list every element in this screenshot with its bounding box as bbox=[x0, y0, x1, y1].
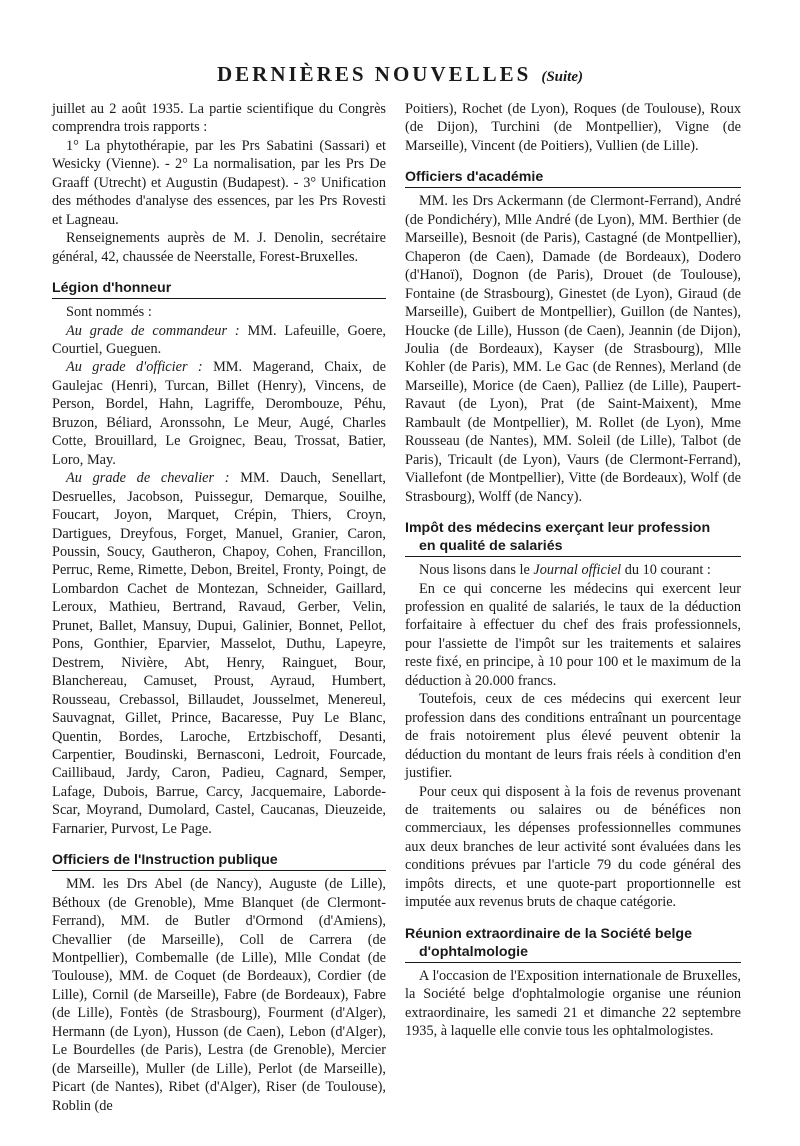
journal-officiel: Journal officiel bbox=[533, 562, 622, 579]
impot-paragraph-2: Toutefois, ceux de ces médecins qui exercent leur profession dans des conditions entraînant un pourcentage de frais notoirement plus élevé peuvent obtenir la déduction du montant de leurs frais réels à condition d'en justifier. bbox=[405, 691, 741, 782]
reunion-heading-line-1: Réunion extraordinaire de la Société belge bbox=[405, 925, 692, 942]
officier-paragraph bbox=[52, 358, 386, 469]
impot-heading-line-2: en qualité de salariés bbox=[419, 538, 563, 555]
right-column bbox=[405, 100, 741, 1040]
impot-paragraph-3: Pour ceux qui disposent à la fois de revenus provenant de traitements ou salaires ou de bénéfices non commerciaux, les dépenses professionnelles communes aux deux branches de leur activité sont évaluées dans les conditions prévues par l'article 79 du code général des impôts directs, et une quote-part proportionnelle est imputée aux revenus bruts de chaque catégorie. bbox=[405, 783, 741, 911]
officier-label: Au grade d'officier : bbox=[66, 359, 203, 376]
chevalier-paragraph bbox=[52, 469, 386, 838]
commandeur-names: MM. Lafeuille, Goere, Courtiel, Gueguen. bbox=[52, 322, 386, 357]
page-header bbox=[0, 62, 800, 87]
reunion-text: A l'occasion de l'Exposition internationale de Bruxelles, la Société belge d'ophtalmologie organise une réunion extraordinaire, les samedi 21 et dimanche 22 septembre 1935, à laquelle elle convie tous les ophtalmologistes. bbox=[405, 967, 741, 1040]
congress-info: Renseignements auprès de M. J. Denolin, secrétaire général, 42, chaussée de Neerstalle, Forest-Bruxelles. bbox=[52, 230, 386, 265]
academie-heading: Officiers d'académie bbox=[405, 168, 741, 188]
instruction-heading: Officiers de l'Instruction publique bbox=[52, 851, 386, 871]
chevalier-label: Au grade de chevalier : bbox=[66, 470, 230, 487]
impot-intro bbox=[405, 561, 741, 579]
commandeur-paragraph bbox=[52, 322, 386, 359]
officier-names: MM. Magerand, Chaix, de Gaulejac (Henri), Turcan, Billet (Henry), Vincens, de Person, Bordel, Hahn, Lagriffe, Derombouze, Péhu, Bruzon, Béliard, Aronssohn, Le Meur, Augé, Charles Cotte, Brouillard, Le Groignec, Beau, Trossat, Batier, Loro, May. bbox=[52, 359, 387, 468]
instruction-names: MM. les Drs Abel (de Nancy), Auguste (de Lille), Béthoux (de Grenoble), Mme Blanquet (de Clermont-Ferrand), MM. de Butler d'Ormond (d'Amiens), Chevallier (de Marseille), Coll de Carrera (de Montpellier), Combemalle (de Lille), Mlle Condat (de Toulouse), MM. de Coquet (de Bordeaux), Cordier (de Lille), Cornil (de Marseille), Fabre (de Bordeaux), Fabre (de Lille), Fontès (de Strasbourg), Fourment (d'Alger), Hermann (de Lyon), Husson (de Caen), Lebon (d'Alger), Le Bourdelles (de Paris), Lestra (de Grenoble), Mercier (de Marseille), Muller (de Lille), Perlot (de Marseille), Picart (de Nantes), Ribet (d'Alger), Riser (de Toulouse), Roblin (de bbox=[52, 876, 386, 1114]
chevalier-names: MM. Dauch, Senellart, Desruelles, Jacobson, Puissegur, Demarque, Souilhe, Foucart, Joyon, Marquet, Crépin, Thiers, Croyn, Dartigues, Dreyfous, Forget, Manuel, Granier, Caron, Poussin, Soucy, Gautheron, Chapoy, Cohen, Francillon, Perruc, Reme, Rimette, Debon, Breitel, Fronty, Poingt, de Lombardon Cachet de Montezan, Schneider, Gaillard, Leroux, Mathieu, Bertrand, Ravaud, Gerber, Velin, Prunet, Ballet, Mansuy, Dupui, Galinier, Bonnet, Pellot, Pons, Gonthier, Eparvier, Masselot, Duthu, Lapeyre, Destrem, Nivière, Abt, Henry, Rainguet, Bour, Blanchereau, Camuset, Proust, Ayraud, Humbert, Rousseau, Crebassol, Billaudet, Jousselmet, Menereul, Sauvagnat, Gillet, Prince, Bacaresse, Puy Le Blanc, Quentin, Bordes, Laroche, Ertzbischoff, Desanti, Carpentier, Boudinski, Bernasconi, Ledroit, Fourcade, Caillibaud, Jardy, Caron, Padieu, Cagnard, Semper, Lafage, Dubois, Barrue, Carcy, Jacquemaire, Laborde-Scar, Moyrand, Dumolard, Castel, Caucanas, Dieuzeide, Farnarier, Purvost, Le Page. bbox=[52, 470, 386, 837]
reunion-heading bbox=[405, 925, 741, 963]
impot-intro-text: Nous lisons dans le bbox=[419, 562, 534, 579]
commandeur-label: Au grade de commandeur : bbox=[66, 322, 240, 339]
legion-intro: Sont nommés : bbox=[66, 304, 152, 321]
reunion-heading-line-2: d'ophtalmologie bbox=[419, 943, 528, 960]
instruction-continued: Poitiers), Rochet (de Lyon), Roques (de Toulouse), Roux (de Dijon), Turchini (de Montpellier), Vigne (de Marseille), Vincent (de Poitiers), Vullien (de Lille). bbox=[405, 101, 741, 154]
impot-paragraph-1: En ce qui concerne les médecins qui exercent leur profession en qualité de salariés, le taux de la déduction forfaitaire à effectuer du chef des frais professionnels, pour l'assiette de l'impôt sur les traitements et salaires reste fixé, en principe, à 10 pour 100 et le maximum de la déduction à 20.000 francs. bbox=[405, 580, 741, 689]
congress-intro: juillet au 2 août 1935. La partie scientifique du Congrès comprendra trois rapports : bbox=[52, 101, 386, 136]
page-title: DERNIÈRES NOUVELLES bbox=[217, 62, 532, 86]
impot-intro-date: du 10 courant : bbox=[621, 562, 711, 579]
legion-heading: Légion d'honneur bbox=[52, 279, 386, 299]
impot-heading-line-1: Impôt des médecins exerçant leur profession bbox=[405, 520, 711, 537]
academie-names: MM. les Drs Ackermann (de Clermont-Ferrand), André (de Pondichéry), Mlle André (de Lyon), MM. Berthier (de Marseille), Besnoit (de Paris), Castagné (de Montpellier), Chaperon (de Caen), Damade (de Bordeaux), Dodero (d'Hanoï), Dognon (de Paris), Drouet (de Toulouse), Fontaine (de Strasbourg), Ginestet (de Lyon), Giraud (de Marseille), Guibert de Montpellier), Guillon (de Nantes), Houcke (de Lille), Husson (de Caen), Jeannin (de Dijon), Joulia (de Bordeaux), Kayser (de Strasbourg), Mlle Kohler (de Paris), MM. Le Gac (de Rennes), Merland (de Marseille), Morice (de Caen), Palliez (de Lille), Paupert-Ravaut (de Lyon), Prat (de Saint-Maixent), Mme Rambault (de Montpellier), M. Rollet (de Lyon), Mme Rousseau (de Nantes), MM. Soleil (de Lille), Talbot (de Paris), Tricault (de Lyon), Vaurs (de Clermont-Ferrand), Viallefont (de Montpellier), Vitte (de Bordeaux), Wolf (de Strasbourg), Wolff (de Nancy). bbox=[405, 193, 741, 505]
impot-heading bbox=[405, 519, 741, 557]
page-title-suite: (Suite) bbox=[541, 69, 583, 85]
left-column bbox=[52, 100, 386, 1115]
congress-reports: 1° La phytothérapie, par les Prs Sabatini (Sassari) et Wesicky (Vienne). - 2° La normalisation, par les Prs De Graaff (Utrecht) et Augustin (Budapest). - 3° Unification des méthodes d'analyse des essences, par les Prs Rovesti et Lagneau. bbox=[52, 137, 386, 228]
